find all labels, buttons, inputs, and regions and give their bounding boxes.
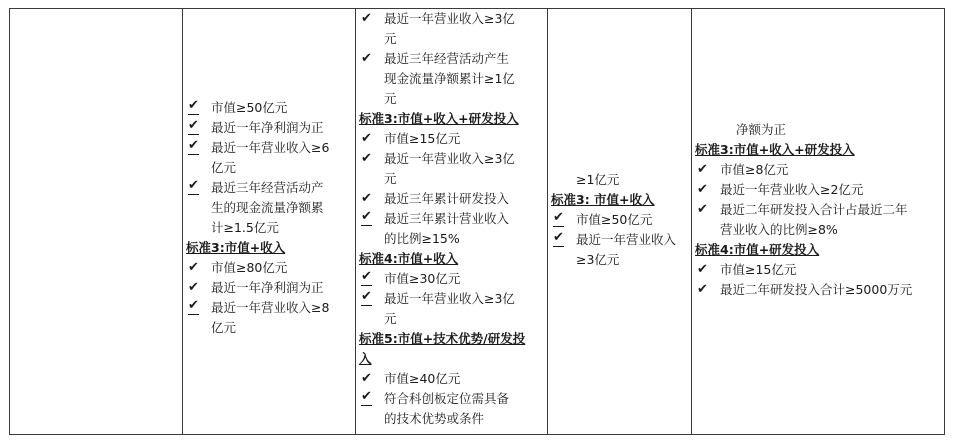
checkmark-icon: ✔ <box>361 151 372 166</box>
checkmark-icon: ✔ <box>553 230 564 245</box>
criterion-item <box>356 209 547 249</box>
criterion-text: 市值≥50亿元 <box>576 212 653 227</box>
checkmark-icon: ✔ <box>361 191 372 206</box>
checkmark-icon: ✔ <box>188 138 199 153</box>
standard-heading: 标准3:市值+收入+研发投入 <box>695 142 855 157</box>
standard-heading: 入 <box>359 351 372 366</box>
criterion-item <box>356 269 547 289</box>
criterion-text: 最近一年营业收入 <box>576 232 677 247</box>
criterion-item <box>548 210 691 230</box>
standard-heading: 标准3: 市值+收入 <box>551 192 655 207</box>
standard-heading: 标准3:市值+收入 <box>186 240 286 255</box>
criterion-text: 的比例≥15% <box>384 231 460 246</box>
criterion-text: 最近一年净利润为正 <box>211 280 324 295</box>
criterion-item <box>692 180 945 200</box>
criterion-text: 市值≥30亿元 <box>384 271 461 286</box>
criterion-item <box>183 258 355 278</box>
column-1-empty <box>10 9 182 434</box>
criterion-text: 元 <box>384 171 397 186</box>
checkmark-icon: ✔ <box>697 282 708 297</box>
criterion-text: 最近二年研发投入合计占最近二年 <box>720 202 908 217</box>
criterion-text: 元 <box>384 91 397 106</box>
checkmark-icon: ✔ <box>188 98 199 113</box>
checkmark-icon: ✔ <box>697 202 708 217</box>
criterion-item <box>183 178 355 238</box>
criterion-text: 最近二年研发投入合计≥5000万元 <box>720 282 913 297</box>
checkmark-icon: ✔ <box>361 371 372 386</box>
criterion-item <box>356 9 547 49</box>
standard-heading: 标准4:市值+收入 <box>359 251 459 266</box>
criterion-text: 市值≥80亿元 <box>211 260 288 275</box>
criterion-text: 计≥1.5亿元 <box>211 220 279 235</box>
criterion-item <box>183 118 355 138</box>
criterion-text: 最近一年营业收入≥3亿 <box>384 11 515 26</box>
criterion-item <box>183 138 355 178</box>
listing-standards-table <box>9 8 945 435</box>
criterion-text: 符合科创板定位需具备 <box>384 391 510 406</box>
criterion-text: 市值≥15亿元 <box>720 262 797 277</box>
criterion-item <box>356 289 547 329</box>
criterion-text: 生的现金流量净额累 <box>211 200 324 215</box>
checkmark-icon: ✔ <box>188 260 199 275</box>
continued-text: ≥1亿元 <box>576 172 620 187</box>
column-5 <box>692 9 945 434</box>
criterion-item <box>692 200 945 240</box>
column-2 <box>183 9 355 434</box>
column-4 <box>548 9 691 434</box>
checkmark-icon: ✔ <box>361 269 372 284</box>
criterion-text: 亿元 <box>211 320 237 335</box>
criterion-text: 市值≥8亿元 <box>720 162 789 177</box>
criterion-item <box>183 98 355 118</box>
criterion-text: 的技术优势或条件 <box>384 411 485 426</box>
checkmark-icon: ✔ <box>697 262 708 277</box>
criterion-item <box>692 280 945 300</box>
checkmark-icon: ✔ <box>553 210 564 225</box>
standard-heading: 标准3:市值+收入+研发投入 <box>359 111 519 126</box>
criterion-item <box>356 149 547 189</box>
standard-heading: 标准4:市值+研发投入 <box>695 242 820 257</box>
criterion-item <box>692 260 945 280</box>
column-3 <box>356 9 547 434</box>
criterion-text: 营业收入的比例≥8% <box>720 222 838 237</box>
checkmark-icon: ✔ <box>188 118 199 133</box>
criterion-text: 现金流量净额累计≥1亿 <box>384 71 515 86</box>
criterion-text: 最近三年经营活动产 <box>211 180 324 195</box>
standard-heading: 标准5:市值+技术优势/研发投 <box>359 331 526 346</box>
criterion-text: 市值≥40亿元 <box>384 371 461 386</box>
checkmark-icon: ✔ <box>188 178 199 193</box>
criterion-item <box>183 278 355 298</box>
checkmark-icon: ✔ <box>361 11 372 26</box>
checkmark-icon: ✔ <box>361 51 372 66</box>
checkmark-icon: ✔ <box>361 131 372 146</box>
criterion-text: 亿元 <box>211 160 237 175</box>
criterion-text: 最近一年营业收入≥2亿元 <box>720 182 864 197</box>
continued-text: 净额为正 <box>736 122 787 137</box>
criterion-text: 市值≥15亿元 <box>384 131 461 146</box>
criterion-text: 最近三年累计研发投入 <box>384 191 510 206</box>
criterion-text: ≥3亿元 <box>576 252 620 267</box>
criterion-text: 市值≥50亿元 <box>211 100 288 115</box>
criterion-item <box>356 369 547 389</box>
criterion-text: 最近三年经营活动产生 <box>384 51 510 66</box>
checkmark-icon: ✔ <box>188 298 199 313</box>
criterion-text: 元 <box>384 311 397 326</box>
checkmark-icon: ✔ <box>697 182 708 197</box>
checkmark-icon: ✔ <box>361 289 372 304</box>
criterion-text: 最近一年营业收入≥3亿 <box>384 151 515 166</box>
criterion-text: 最近一年营业收入≥8 <box>211 300 330 315</box>
criterion-text: 最近一年营业收入≥3亿 <box>384 291 515 306</box>
criterion-text: 元 <box>384 31 397 46</box>
criterion-text: 最近一年营业收入≥6 <box>211 140 330 155</box>
criterion-text: 最近一年净利润为正 <box>211 120 324 135</box>
criterion-item <box>356 189 547 209</box>
criterion-text: 最近三年累计营业收入 <box>384 211 510 226</box>
criterion-item <box>692 160 945 180</box>
checkmark-icon: ✔ <box>361 389 372 404</box>
checkmark-icon: ✔ <box>188 280 199 295</box>
criterion-item <box>356 129 547 149</box>
checkmark-icon: ✔ <box>361 209 372 224</box>
checkmark-icon: ✔ <box>697 162 708 177</box>
criterion-item <box>356 389 547 429</box>
criterion-item <box>356 49 547 109</box>
criterion-item <box>548 230 691 270</box>
criterion-item <box>183 298 355 338</box>
